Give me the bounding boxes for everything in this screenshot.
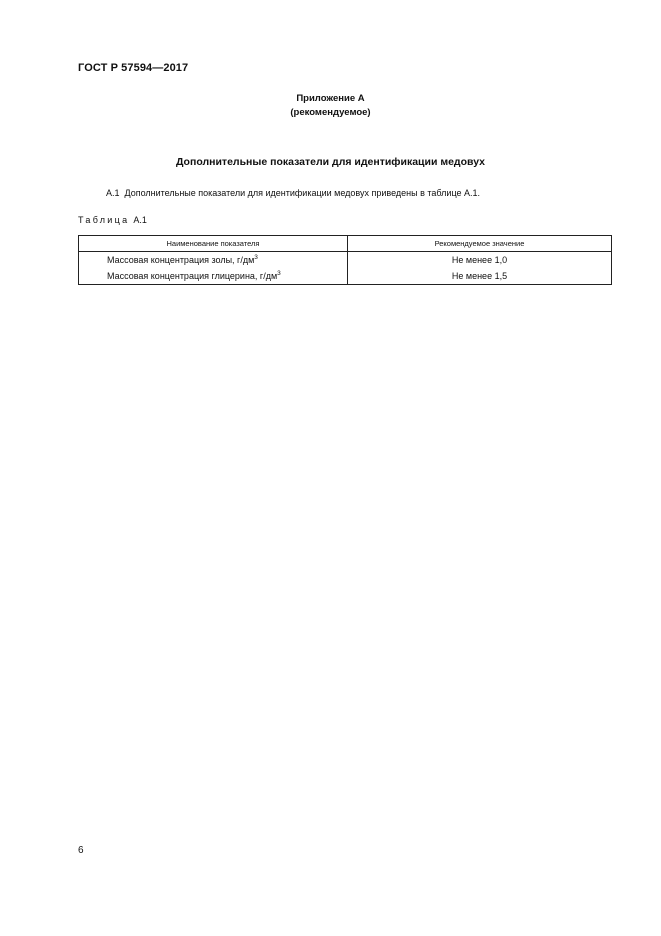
- section-title: Дополнительные показатели для идентификации медовух: [175, 156, 486, 168]
- standard-designation: ГОСТ Р 57594—2017: [78, 62, 189, 74]
- paragraph-a1: [106, 188, 480, 198]
- table-row: [79, 252, 612, 269]
- indicators-table: [78, 235, 612, 285]
- paragraph-number: А.1: [106, 188, 120, 198]
- table-row: [79, 268, 612, 285]
- indicator-name: Массовая концентрация золы, г/дм: [107, 255, 255, 265]
- column-header-name: Наименование показателя: [79, 236, 348, 252]
- indicator-name: Массовая концентрация глицерина, г/дм: [107, 271, 278, 281]
- indicator-name-cell: [79, 268, 348, 285]
- page-number: 6: [78, 845, 84, 856]
- table-header-row: [79, 236, 612, 252]
- indicator-name-cell: [79, 252, 348, 269]
- annex-title: Приложение А: [296, 93, 365, 104]
- column-header-value: Рекомендуемое значение: [348, 236, 612, 252]
- table-caption: [78, 215, 147, 225]
- indicator-value: Не менее 1,5: [348, 268, 612, 285]
- annex-heading: [0, 92, 661, 120]
- table-caption-number: А.1: [133, 215, 147, 225]
- unit-exponent: 3: [277, 270, 281, 277]
- paragraph-text: Дополнительные показатели для идентификации медовух приведены в таблице А.1.: [124, 188, 481, 198]
- indicator-value: Не менее 1,0: [348, 252, 612, 269]
- unit-exponent: 3: [254, 254, 258, 261]
- table-caption-label: Таблица: [78, 215, 130, 225]
- annex-status: (рекомендуемое): [290, 107, 371, 118]
